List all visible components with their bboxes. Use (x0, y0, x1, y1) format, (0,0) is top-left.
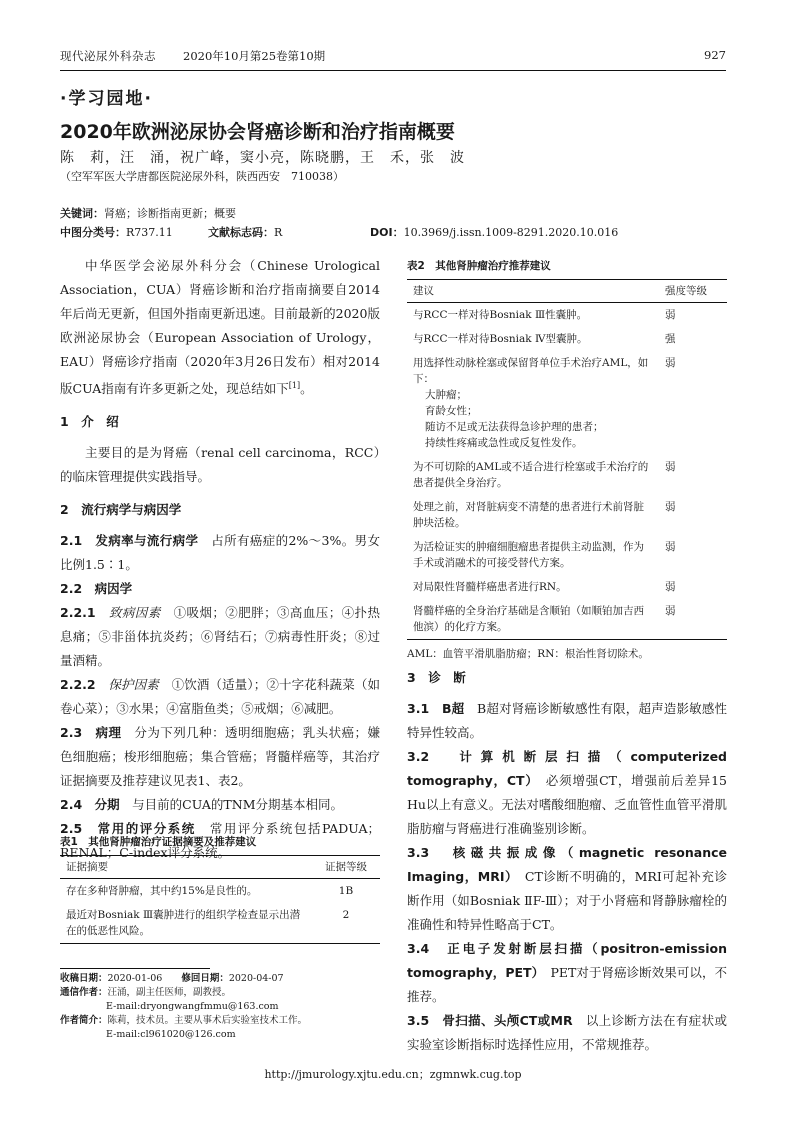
right-column (407, 666, 727, 1057)
keywords (60, 205, 236, 221)
section-2-5-text: 常用评分系统包括PADUA；RENAL；C-index评分系统。 (60, 821, 380, 861)
table-cell (407, 351, 659, 455)
footnote-corresponding (60, 986, 390, 1000)
section-2-2 (60, 577, 380, 601)
section-3-1 (407, 697, 727, 745)
doc-code-label: 文献标志码： (208, 226, 274, 239)
table-header: 强度等级 (659, 280, 727, 303)
revised-date: 2020-04-07 (228, 973, 284, 984)
table-cell: 最近对Bosniak Ⅲ囊肿进行的组织学检查显示出潜在的低恶性风险。 (60, 903, 312, 944)
section-2-2-1-label: 2.2.1 (60, 605, 96, 621)
intro-paragraph (60, 254, 380, 401)
table-2-grid (407, 279, 727, 640)
page-number: 927 (704, 48, 726, 62)
revised-label: 修回日期： (181, 973, 229, 984)
table-1-grid (60, 855, 380, 944)
table-header-row (407, 280, 727, 303)
table-1 (60, 834, 380, 944)
footnote (60, 972, 390, 1042)
table-cell: 强 (665, 333, 676, 345)
section-2-4 (60, 793, 380, 817)
section-3-3-label: 3.3 核磁共振成像（magnetic resonance Imaging，MRI） (407, 845, 727, 884)
table-cell: 2 (312, 903, 380, 944)
section-2-2-2-text: ①饮酒（适量）；②十字花科蔬菜（如卷心菜）；③水果；④富脂鱼类；⑤戒烟；⑥减肥。 (60, 677, 380, 717)
table-row (407, 351, 727, 455)
affiliation: （空军军医大学唐都医院泌尿外科，陕西西安 710038） (60, 170, 344, 183)
section-2-4-text: 与目前的CUA的TNM分期基本相同。 (132, 797, 343, 813)
journal-name: 现代泌尿外科杂志 (60, 49, 156, 63)
table-cell: 为活检证实的肿瘤细胞瘤患者提供主动监测，作为手术或消融术的可接受替代方案。 (413, 541, 644, 569)
intro-text: 中华医学会泌尿外科分会（Chinese Urological Association，CUA）肾癌诊断和治疗指南摘要自2014年后尚无更新，但国外指南更新迅速。目前最新的2020版欧洲泌尿协会（European Association of Urology，EAU）肾癌诊疗指南（2020年3月26日发布）相对2014版CUA指南有许多更新之处，现总结如下 (60, 258, 380, 397)
footnote-dates (60, 972, 390, 986)
section-3-2 (407, 745, 727, 841)
table-header: 证据摘要 (60, 856, 312, 879)
section-2-3-text: 分为下列几种：透明细胞癌；乳头状癌；嫌色细胞癌；梭形细胞癌；集合管癌；肾髓样癌等，其治疗证据摘要及推荐建议见表1、表2。 (60, 725, 380, 789)
aml-sub-item: 持续性疼痛或急性或反复性发作。 (425, 437, 583, 449)
doi-label: DOI： (370, 226, 404, 239)
article-title: 2020年欧洲泌尿协会肾癌诊断和治疗指南概要 (60, 121, 455, 143)
corresponding-email: E-mail:dryongwangfmmu@163.com (106, 1001, 279, 1012)
aml-treatment-text: 用选择性动脉栓塞或保留肾单位手术治疗AML，如下： (413, 357, 649, 385)
author-info: 陈莉，技术员。主要从事术后实验室技术工作。 (107, 1015, 308, 1026)
section-2-5-label: 2.5 常用的评分系统 (60, 821, 196, 837)
table-cell: 弱 (665, 309, 676, 321)
section-3-heading: 3 诊 断 (407, 670, 466, 685)
table-row (407, 535, 727, 575)
table-cell: 肾髓样癌的全身治疗基础是含顺铂（如顺铂加吉西他滨）的化疗方案。 (407, 599, 659, 640)
table-1-caption: 表1 其他肾肿瘤治疗证据摘要及推荐建议 (60, 836, 257, 848)
table-row (407, 327, 727, 351)
corresponding-author: 汪涌，副主任医师，副教授。 (107, 987, 232, 998)
footnote-rule (60, 968, 210, 969)
table-2 (407, 258, 727, 661)
author-info-label: 作者简介： (60, 1015, 108, 1026)
doi-value: 10.3969/j.issn.1009-8291.2020.10.016 (403, 226, 619, 239)
section-2-1 (60, 529, 380, 577)
classification-line (60, 224, 726, 238)
section-3-1-label: 3.1 B超 (407, 701, 465, 716)
section-3-5 (407, 1009, 727, 1057)
corresponding-label: 通信作者： (60, 987, 108, 998)
table-cell: 存在多种肾肿瘤，其中约15%是良性的。 (66, 885, 258, 897)
section-2-2-2-name: 保护因素 (108, 677, 159, 693)
table-row (407, 575, 727, 599)
table-row (60, 903, 380, 944)
received-label: 收稿日期： (60, 973, 108, 984)
section-2-2-1-name: 致病因素 (108, 605, 161, 621)
section-2-4-label: 2.4 分期 (60, 797, 120, 813)
section-3-3-text: CT诊断不明确的，MRI可起补充诊断作用（如Bosniak ⅡF-Ⅲ）；对于小肾癌和肾静脉瘤栓的准确性和特异性略高于CT。 (407, 869, 727, 932)
author-list: 陈 莉，汪 涌，祝广峰，窦小亮，陈晓鹏，王 禾，张 波 (60, 150, 465, 166)
section-2-1-label: 2.1 发病率与流行病学 (60, 533, 199, 549)
table-header-row (60, 856, 380, 879)
doc-code-value: R (274, 226, 283, 239)
table-cell: 弱 (665, 581, 676, 593)
left-column (60, 254, 380, 865)
section-2-2-1 (60, 601, 380, 673)
section-2-2-2-label: 2.2.2 (60, 677, 96, 693)
table-header: 证据等级 (312, 856, 380, 879)
section-3-2-label: 3.2 计算机断层扫描（computerized tomography，CT） (407, 749, 727, 788)
keywords-label: 关键词： (60, 207, 104, 220)
section-3-5-text: 以上诊断方法在有症状或实验室诊断指标时选择性应用，不常规推荐。 (407, 1013, 727, 1052)
section-2-3-label: 2.3 病理 (60, 725, 122, 741)
table-row (407, 599, 727, 640)
table-cell: 对局限性肾髓样癌患者进行RN。 (413, 581, 567, 593)
table-cell: 处理之前，对肾脏病变不清楚的患者进行术前肾脏肿块活检。 (413, 501, 644, 529)
running-header (60, 46, 726, 68)
table-cell: 弱 (665, 501, 676, 513)
column-tag: ·学习园地· (60, 89, 153, 109)
table-cell: 与RCC一样对待Bosniak Ⅳ型囊肿。 (413, 333, 588, 345)
footnote-author (60, 1014, 390, 1028)
section-3-1-text: B超对肾癌诊断敏感性有限，超声造影敏感性特异性较高。 (407, 701, 727, 740)
section-1-heading: 1 介 绍 (60, 414, 119, 430)
section-2-1-text: 占所有癌症的2%～3%。男女比例1.5∶1。 (60, 533, 380, 573)
table-cell: 弱 (665, 357, 676, 369)
section-2-2-2 (60, 673, 380, 721)
issue-info: 2020年10月第25卷第10期 (183, 49, 326, 63)
table-header: 建议 (407, 280, 659, 303)
aml-sub-item: 育龄女性； (425, 405, 478, 417)
section-2-3 (60, 721, 380, 793)
table-cell: 弱 (665, 541, 676, 553)
section-3-4 (407, 937, 727, 1009)
section-2-2-1-text: ①吸烟；②肥胖；③高血压；④扑热息痛；⑤非甾体抗炎药；⑥肾结石；⑦病毒性肝炎；⑧过量酒精。 (60, 605, 380, 669)
section-3-4-label: 3.4 正电子发射断层扫描（positron-emission tomography，PET） (407, 941, 727, 980)
table-2-note: AML：血管平滑肌脂肪瘤；RN：根治性肾切除术。 (407, 648, 649, 660)
section-3-5-label: 3.5 骨扫描、头颅CT或MR (407, 1013, 573, 1028)
aml-sub-item: 大肿瘤； (425, 389, 467, 401)
intro-end: 。 (300, 381, 313, 397)
table-row (407, 455, 727, 495)
section-2-2-label: 2.2 病因学 (60, 581, 133, 597)
aml-sub-item: 随访不足或无法获得急诊护理的患者； (425, 421, 604, 433)
author-email: E-mail:cl961020@126.com (106, 1029, 236, 1040)
table-row (407, 495, 727, 535)
clc-label: 中图分类号： (60, 226, 126, 239)
intro-ref: [1] (288, 381, 301, 390)
table-row (407, 303, 727, 328)
table-row (60, 879, 380, 904)
clc-value: R737.11 (126, 226, 173, 239)
table-cell: 弱 (665, 461, 676, 473)
header-rule (60, 70, 726, 71)
section-3-2-text: 必须增强CT，增强前后差异15 Hu以上有意义。无法对嗜酸细胞瘤、乏血管性血管平滑肌脂肪瘤与肾癌进行准确鉴别诊断。 (407, 773, 727, 836)
keywords-text: 肾癌；诊断指南更新；概要 (104, 207, 236, 220)
section-2-heading: 2 流行病学与病因学 (60, 502, 182, 518)
section-1-text: 主要目的是为肾癌（renal cell carcinoma，RCC）的临床管理提供实践指导。 (60, 445, 380, 485)
section-3-3 (407, 841, 727, 937)
journal-url[interactable]: http://jmurology.xjtu.edu.cn；zgmnwk.cug.top (264, 1068, 522, 1081)
table-2-caption: 表2 其他肾肿瘤治疗推荐建议 (407, 260, 551, 272)
section-3-4-text: PET对于肾癌诊断效果可以，不推荐。 (407, 965, 727, 1004)
table-cell: 与RCC一样对待Bosniak Ⅲ性囊肿。 (413, 309, 588, 321)
table-cell: 弱 (659, 599, 727, 640)
table-cell: 为不可切除的AML或不适合进行栓塞或手术治疗的患者提供全身治疗。 (413, 461, 649, 489)
table-cell: 1B (338, 885, 354, 897)
received-date: 2020-01-06 (107, 973, 163, 984)
